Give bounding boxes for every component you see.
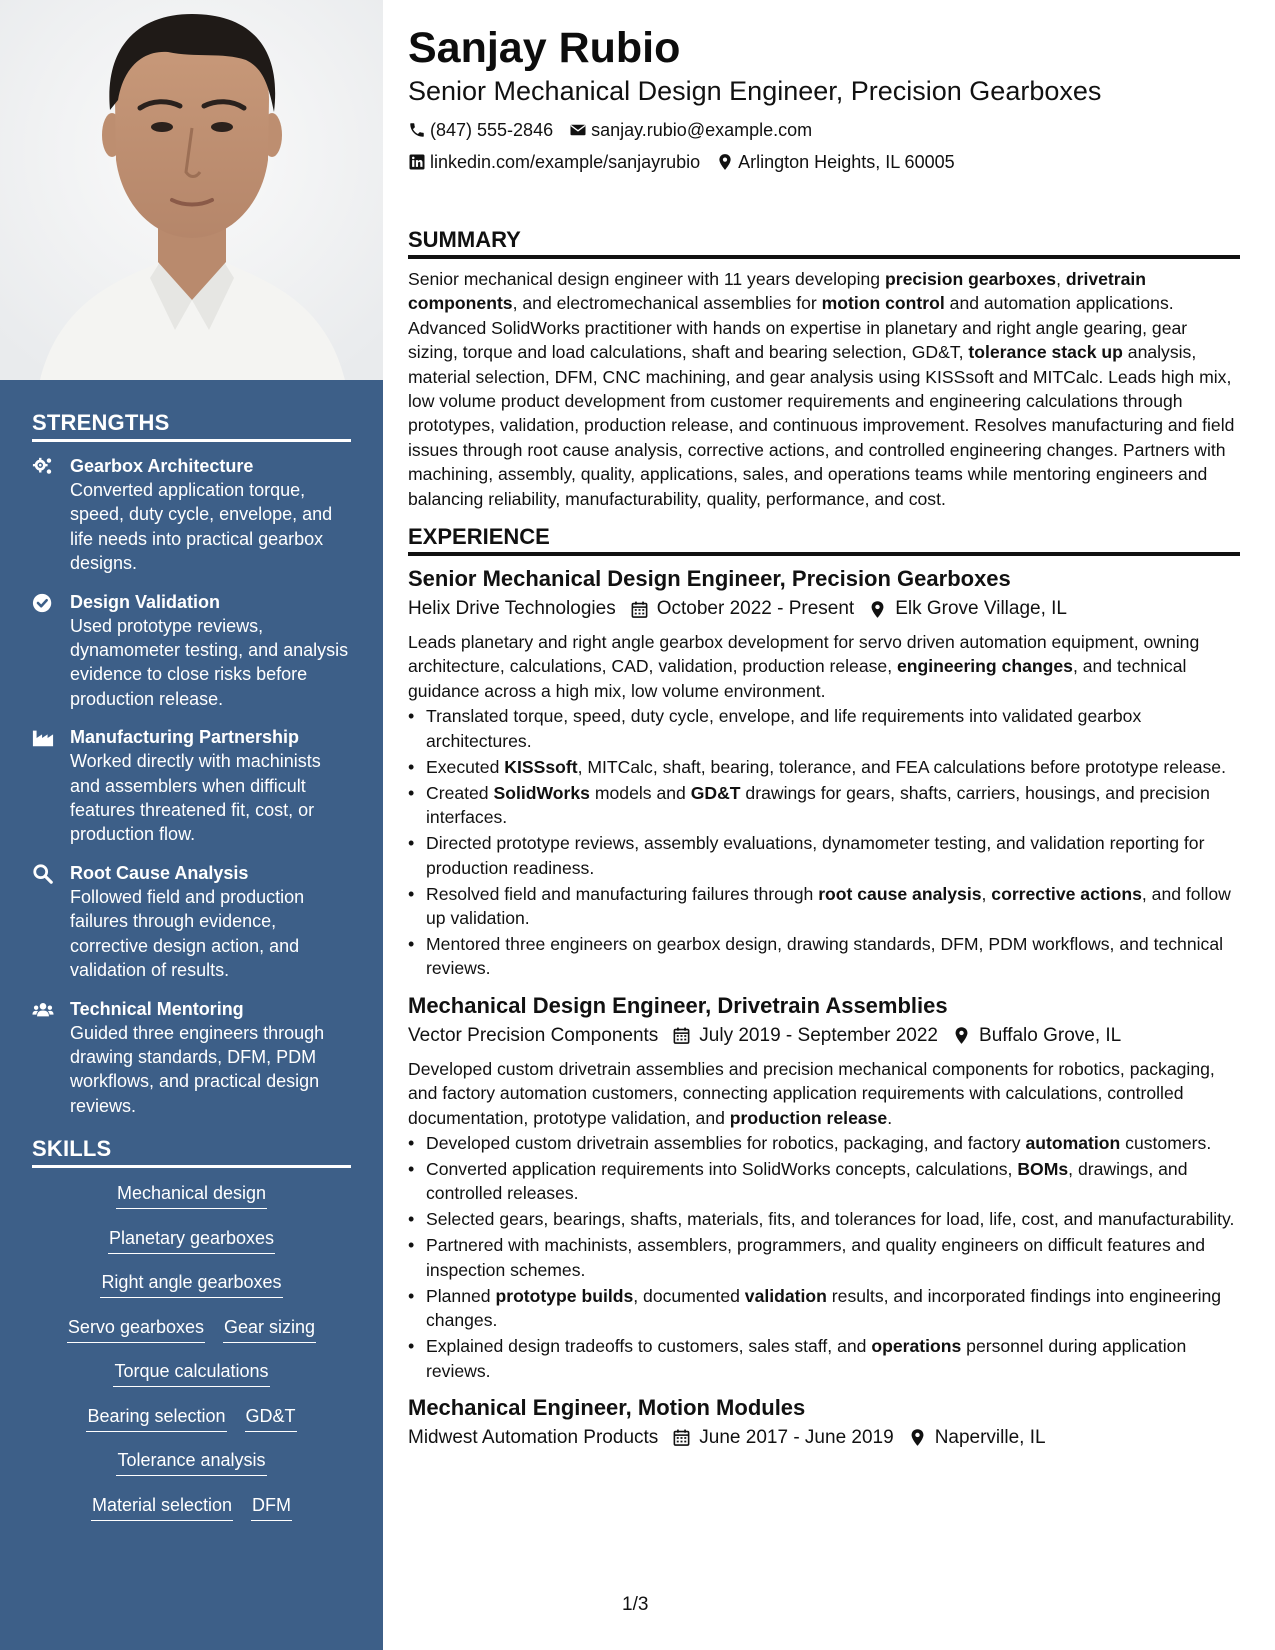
candidate-title: Senior Mechanical Design Engineer, Precision Gearboxes bbox=[408, 76, 1102, 106]
job-meta bbox=[408, 594, 1240, 624]
bullet-item: • Developed custom drivetrain assemblies for robotics, packaging, and factory automation customers. bbox=[426, 1131, 1240, 1155]
main-content bbox=[408, 22, 1240, 1463]
job-entry bbox=[408, 1393, 1240, 1453]
map-pin-icon bbox=[952, 1026, 971, 1045]
job-dates bbox=[630, 594, 855, 624]
skills-heading: SKILLS bbox=[32, 1136, 351, 1168]
skill-tag: GD&T bbox=[245, 1405, 297, 1432]
skill-row bbox=[32, 1449, 351, 1494]
email-contact[interactable] bbox=[569, 114, 812, 146]
dates-text: June 2017 - June 2019 bbox=[699, 1426, 894, 1448]
location-text: Naperville, IL bbox=[934, 1426, 1046, 1448]
contact-row bbox=[408, 146, 1240, 178]
location-text: Buffalo Grove, IL bbox=[979, 1024, 1122, 1046]
summary-text: Senior mechanical design engineer with 11 years developing precision gearboxes, drivetrain components, and electromechanical assemblies for motion control and automation applications. Advanced SolidWorks practitioner with hands on expertise in planetary and right angle gearing, gear sizing, torque and load calculations, shaft and bearing selection, GD&T, tolerance stack up analysis, material selection, DFM, CNC machining, and gear analysis using KISSsoft and MITCalc. Leads high mix, low volume product development from customer requirements and engineering calculations through prototypes, validation, production release, and continuous improvement. Resolves manufacturing and field issues through root cause analysis, corrective actions, and controlled engineering changes. Partners with machining, assembly, quality, applications, sales, and operations teams while mentoring engineers and balancing reliability, manufacturability, quality, performance, and cost. bbox=[408, 269, 1235, 509]
job-entry bbox=[408, 564, 1240, 981]
company-name bbox=[408, 1021, 658, 1051]
skill-tag: Mechanical design bbox=[116, 1182, 267, 1209]
job-dates bbox=[672, 1021, 938, 1051]
calendar-icon bbox=[672, 1026, 691, 1045]
experience-heading: EXPERIENCE bbox=[408, 523, 1240, 556]
strength-item bbox=[32, 861, 351, 983]
strength-title: Root Cause Analysis bbox=[70, 862, 249, 883]
job-location bbox=[908, 1423, 1046, 1453]
job-role: Mechanical Engineer, Motion Modules bbox=[408, 1394, 806, 1420]
job-dates bbox=[672, 1423, 893, 1453]
bullet-item: • Planned prototype builds, documented validation results, and incorporated findings into engineering changes. bbox=[426, 1284, 1240, 1333]
company-name bbox=[408, 1423, 658, 1453]
location-text: Arlington Heights, IL 60005 bbox=[738, 152, 955, 172]
job-role: Senior Mechanical Design Engineer, Precision Gearboxes bbox=[408, 566, 1011, 592]
phone-contact[interactable] bbox=[408, 114, 553, 146]
strength-item bbox=[32, 725, 351, 847]
linkedin-contact[interactable] bbox=[408, 146, 700, 178]
phone-text: (847) 555-2846 bbox=[430, 120, 554, 140]
dates-text: July 2019 - September 2022 bbox=[699, 1024, 939, 1046]
envelope-icon bbox=[569, 121, 587, 139]
contact-row bbox=[408, 114, 1240, 146]
strength-item bbox=[32, 997, 351, 1119]
bullet-item: • Partnered with machinists, assemblers, programmers, and quality engineers on difficult features and inspection schemes. bbox=[426, 1233, 1240, 1282]
candidate-name: Sanjay Rubio bbox=[408, 24, 681, 72]
strengths-heading: STRENGTHS bbox=[32, 410, 351, 442]
magnifier-icon bbox=[32, 861, 70, 983]
skills-list bbox=[32, 1180, 351, 1538]
job-entry bbox=[408, 991, 1240, 1383]
bullet-item: • Mentored three engineers on gearbox design, drawing standards, DFM, PDM workflows, and technical reviews. bbox=[426, 932, 1240, 981]
map-pin-icon bbox=[716, 153, 734, 171]
job-bullets bbox=[408, 1131, 1240, 1383]
check-circle-icon bbox=[32, 590, 70, 712]
job-description: Developed custom drivetrain assemblies and precision mechanical components for robotics, packaging, and factory automation customers, connecting application requirements with calculations, controlled documentation, prototype validation, and production release. bbox=[408, 1058, 1215, 1128]
strength-desc: Used prototype reviews, dynamometer testing, and analysis evidence to close risks before production release. bbox=[70, 615, 349, 709]
job-meta bbox=[408, 1423, 1240, 1453]
skill-tag: DFM bbox=[251, 1494, 292, 1521]
gears-icon bbox=[32, 454, 70, 576]
skill-tag: Bearing selection bbox=[86, 1405, 226, 1432]
factory-icon bbox=[32, 725, 70, 847]
summary-heading: SUMMARY bbox=[408, 226, 1240, 259]
users-icon bbox=[32, 997, 70, 1119]
strength-desc: Guided three engineers through drawing standards, DFM, PDM workflows, and practical design reviews. bbox=[70, 1022, 325, 1116]
bullet-item: • Explained design tradeoffs to customers, sales staff, and operations personnel during application reviews. bbox=[426, 1334, 1240, 1383]
email-text: sanjay.rubio@example.com bbox=[591, 120, 813, 140]
bullet-item: • Created SolidWorks models and GD&T drawings for gears, shafts, carriers, housings, and precision interfaces. bbox=[426, 781, 1240, 830]
phone-icon bbox=[408, 121, 426, 139]
map-pin-icon bbox=[908, 1428, 927, 1447]
strength-desc: Converted application torque, speed, duty cycle, envelope, and life needs into practical gearbox designs. bbox=[70, 480, 333, 574]
bullet-item: • Resolved field and manufacturing failures through root cause analysis, corrective actions, and follow up validation. bbox=[426, 882, 1240, 931]
skill-tag: Tolerance analysis bbox=[116, 1449, 266, 1476]
company-text: Helix Drive Technologies bbox=[408, 598, 616, 620]
bullet-item: • Translated torque, speed, duty cycle, envelope, and life requirements into validated gearbox architectures. bbox=[426, 704, 1240, 753]
strength-title: Technical Mentoring bbox=[70, 998, 244, 1019]
skill-tag: Right angle gearboxes bbox=[100, 1271, 282, 1298]
job-description: Leads planetary and right angle gearbox development for servo driven automation equipment, owning architecture, calculations, CAD, validation, production release, engineering changes, and technical guidance across a high mix, low volume environment. bbox=[408, 632, 1200, 701]
company-text: Vector Precision Components bbox=[408, 1024, 659, 1046]
skill-row bbox=[32, 1271, 351, 1316]
strength-desc: Worked directly with machinists and assemblers when difficult features threatened fit, cost, or production flow. bbox=[70, 751, 321, 845]
location-contact bbox=[716, 146, 954, 178]
map-pin-icon bbox=[868, 600, 887, 619]
strength-title: Design Validation bbox=[70, 591, 221, 612]
skill-row bbox=[32, 1182, 351, 1227]
job-bullets bbox=[408, 704, 1240, 980]
calendar-icon bbox=[630, 600, 649, 619]
linkedin-icon bbox=[408, 153, 426, 171]
bullet-item: • Directed prototype reviews, assembly evaluations, dynamometer testing, and validation reporting for production readiness. bbox=[426, 831, 1240, 880]
skill-row bbox=[32, 1316, 351, 1361]
strength-title: Manufacturing Partnership bbox=[70, 727, 300, 748]
strength-title: Gearbox Architecture bbox=[70, 456, 254, 476]
strength-desc: Followed field and production failures through evidence, corrective design action, and validation of results. bbox=[70, 886, 305, 981]
page-number: 1/3 bbox=[622, 1594, 649, 1615]
dates-text: October 2022 - Present bbox=[656, 598, 855, 620]
skill-tag: Gear sizing bbox=[223, 1316, 316, 1343]
location-text: Elk Grove Village, IL bbox=[895, 598, 1067, 620]
strength-item bbox=[32, 590, 351, 712]
bullet-item: • Converted application requirements into SolidWorks concepts, calculations, BOMs, drawings, and controlled releases. bbox=[426, 1157, 1240, 1206]
sidebar bbox=[0, 0, 383, 1650]
linkedin-text: linkedin.com/example/sanjayrubio bbox=[430, 152, 701, 172]
job-location bbox=[952, 1021, 1121, 1051]
job-meta bbox=[408, 1021, 1240, 1051]
company-text: Midwest Automation Products bbox=[408, 1426, 659, 1448]
skill-tag: Torque calculations bbox=[113, 1360, 269, 1387]
bullet-item: • Selected gears, bearings, shafts, materials, fits, and tolerances for load, life, cost, and manufacturability. bbox=[426, 1207, 1240, 1231]
job-location bbox=[868, 594, 1067, 624]
skill-tag: Planetary gearboxes bbox=[108, 1227, 275, 1254]
skill-tag: Servo gearboxes bbox=[67, 1316, 205, 1343]
skill-row bbox=[32, 1405, 351, 1450]
strength-item bbox=[32, 454, 351, 576]
job-role: Mechanical Design Engineer, Drivetrain Assemblies bbox=[408, 992, 948, 1018]
skill-row bbox=[32, 1360, 351, 1405]
bullet-item: • Executed KISSsoft, MITCalc, shaft, bearing, tolerance, and FEA calculations before prototype release. bbox=[426, 755, 1240, 779]
profile-photo bbox=[0, 0, 383, 380]
company-name bbox=[408, 594, 616, 624]
calendar-icon bbox=[672, 1428, 691, 1447]
skill-tag: Material selection bbox=[91, 1494, 233, 1521]
skill-row bbox=[32, 1227, 351, 1272]
skill-row bbox=[32, 1494, 351, 1539]
